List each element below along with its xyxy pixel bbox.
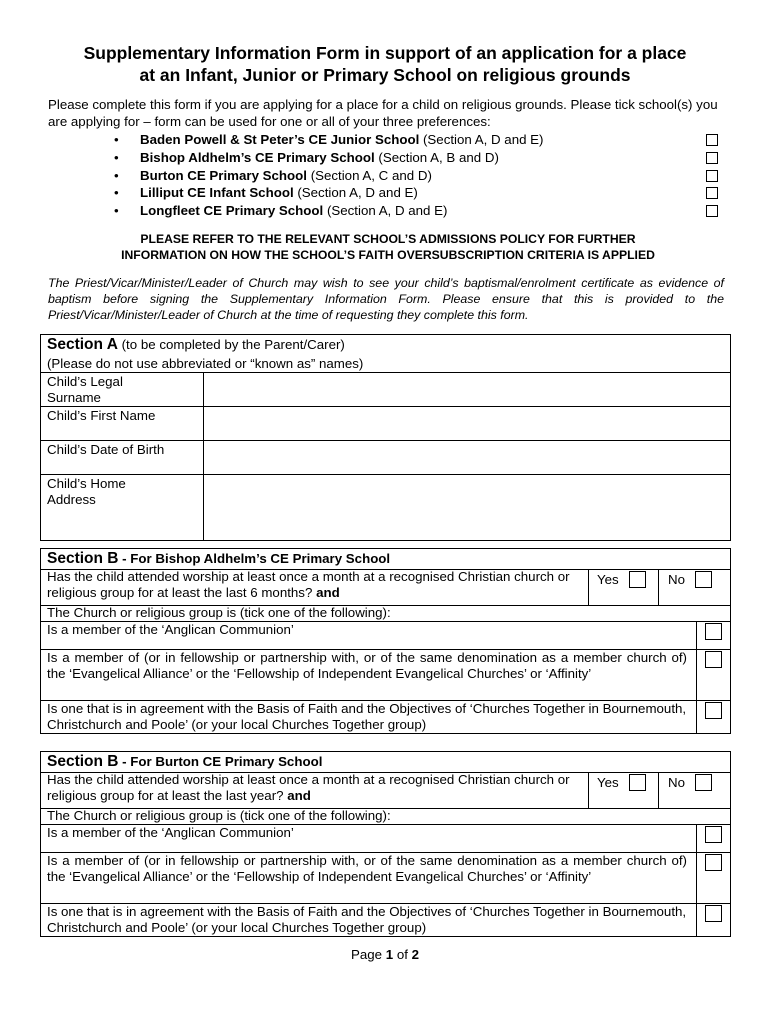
section-b2-yes-label: Yes [597,775,619,790]
page-total: 2 [411,947,420,962]
section-b1-churches-together-checkbox[interactable] [705,702,722,719]
form-title-line-1: Supplementary Information Form in support of an application for a place [83,43,687,63]
admissions-notice-line-1: PLEASE REFER TO THE RELEVANT SCHOOL’S ADMISSIONS POLICY FOR FURTHER [140,232,636,246]
page-current: 1 [385,947,394,962]
section-b2-church-prompt: The Church or religious group is (tick one of the following): [47,808,391,823]
school-item-bishop-aldhelms [112,149,718,167]
section-b2-anglican-checkbox[interactable] [705,826,722,843]
section-b1-yes-checkbox[interactable] [629,571,646,588]
section-b2-churches-together-checkbox[interactable] [705,905,722,922]
school-name: Burton CE Primary School [140,167,307,183]
section-b2-subtitle: - For Burton CE Primary School [118,754,323,769]
section-b-burton [40,751,731,937]
school-item-lilliput [112,184,718,202]
section-b1-question [47,569,587,602]
school-name: Longfleet CE Primary School [140,203,324,219]
legal-surname-label: Child’s Legal Surname [47,374,123,406]
section-a-header [47,337,727,353]
section-b1-no-label: No [668,572,685,587]
bullet-icon: • [114,185,119,201]
section-b1-option-evangelical: Is a member of (or in fellowship or partnership with, or of the same denomination as a member church of) the ‘Evangelical Alliance’ or the ‘Fellowship of Independent Evangelical Churches’ or ‘Affinity’ [47,650,687,682]
section-b1-option-churches-together: Is one that is in agreement with the Basis of Faith and the Objectives of ‘Churches Together in Bournemouth, Christchurch and Poole’ (or your local Churches Together group) [47,701,687,733]
section-b2-yes-checkbox[interactable] [629,774,646,791]
school-checkbox-bishop-aldhelms[interactable] [706,152,718,164]
school-checkbox-lilliput[interactable] [706,187,718,199]
home-address-label: Child’s Home Address [47,476,126,508]
section-a-note: (Please do not use abbreviated or “known as” names) [47,356,364,371]
section-b1-church-prompt: The Church or religious group is (tick one of the following): [47,605,391,620]
school-sections: (Section A, D and E) [326,203,448,219]
section-b1-subtitle: - For Bishop Aldhelm’s CE Primary School [118,551,391,566]
legal-surname-input[interactable] [204,373,730,406]
section-b2-question-and: and [287,788,311,804]
section-b1-question-text: Has the child attended worship at least once a month at a recognised Christian church or religious group for at least the last 6 months? [47,569,570,601]
section-a [40,334,731,541]
section-b1-title: Section B [47,550,119,567]
section-b-bishop-aldhelms [40,548,731,734]
section-b1-evangelical-checkbox[interactable] [705,651,722,668]
section-b1-anglican-checkbox[interactable] [705,623,722,640]
date-of-birth-label: Child’s Date of Birth [47,442,165,457]
section-b2-option-evangelical: Is a member of (or in fellowship or partnership with, or of the same denomination as a member church of) the ‘Evangelical Alliance’ or the ‘Fellowship of Independent Evangelical Churches’ or ‘Affinity’ [47,853,687,885]
school-sections: (Section A, B and D) [378,149,499,165]
page-number [0,947,770,962]
school-name: Lilliput CE Infant School [140,185,294,201]
page-of: of [396,947,408,962]
section-b1-question-and: and [316,585,340,601]
form-intro: Please complete this form if you are applying for a place for a child on religious grounds. Please tick school(s) you are applying for – form can be used for one or all of your three preferences: [48,97,718,129]
form-title-line-2: at an Infant, Junior or Primary School on religious grounds [139,65,631,85]
section-b2-question-text: Has the child attended worship at least once a month at a recognised Christian church or religious group for at least the last year? [47,772,570,804]
bullet-icon: • [114,167,119,183]
priest-note: The Priest/Vicar/Minister/Leader of Church may wish to see your child’s baptismal/enrolment certificate as evidence of baptism before signing the Supplementary Information Form. Please ensure that this is provided to the Priest/Vicar/Minister/Leader of Church at the time of requesting they complete this form. [48,276,724,322]
school-item-burton [112,167,718,185]
school-list [112,131,718,220]
section-b1-yes-label: Yes [597,572,619,587]
home-address-input[interactable] [204,475,730,540]
admissions-notice [48,231,728,263]
bullet-icon: • [114,132,119,147]
section-b2-evangelical-checkbox[interactable] [705,854,722,871]
section-b1-no-checkbox[interactable] [695,571,712,588]
bullet-icon: • [114,203,119,219]
section-b2-title: Section B [47,753,119,770]
section-b2-option-anglican: Is a member of the ‘Anglican Communion’ [47,825,294,840]
school-item-longfleet [112,202,718,220]
section-a-title: Section A [47,336,118,353]
section-a-subtitle: (to be completed by the Parent/Carer) [121,337,345,352]
school-checkbox-baden-powell[interactable] [706,134,718,146]
section-b2-question [47,772,587,805]
section-b2-header [47,754,727,770]
school-checkbox-longfleet[interactable] [706,205,718,217]
admissions-notice-line-2: INFORMATION ON HOW THE SCHOOL’S FAITH OVERSUBSCRIPTION CRITERIA IS APPLIED [121,248,655,262]
bullet-icon: • [114,149,119,165]
school-checkbox-burton[interactable] [706,170,718,182]
form-title [40,42,730,86]
section-b2-option-churches-together: Is one that is in agreement with the Basis of Faith and the Objectives of ‘Churches Together in Bournemouth, Christchurch and Poole’ (or your local Churches Together group) [47,904,687,936]
page-word: Page [350,947,383,962]
first-name-label: Child’s First Name [47,408,156,423]
section-b1-header [47,551,727,567]
school-sections: (Section A, D and E) [423,132,544,147]
school-name: Bishop Aldhelm’s CE Primary School [140,149,375,165]
school-sections: (Section A, D and E) [297,185,418,201]
section-b2-no-checkbox[interactable] [695,774,712,791]
section-b1-option-anglican: Is a member of the ‘Anglican Communion’ [47,622,294,637]
first-name-input[interactable] [204,407,730,440]
school-name: Baden Powell & St Peter’s CE Junior School [140,132,420,147]
date-of-birth-input[interactable] [204,441,730,474]
school-item-baden-powell [112,131,718,149]
section-b2-no-label: No [668,775,685,790]
school-sections: (Section A, C and D) [310,167,432,183]
